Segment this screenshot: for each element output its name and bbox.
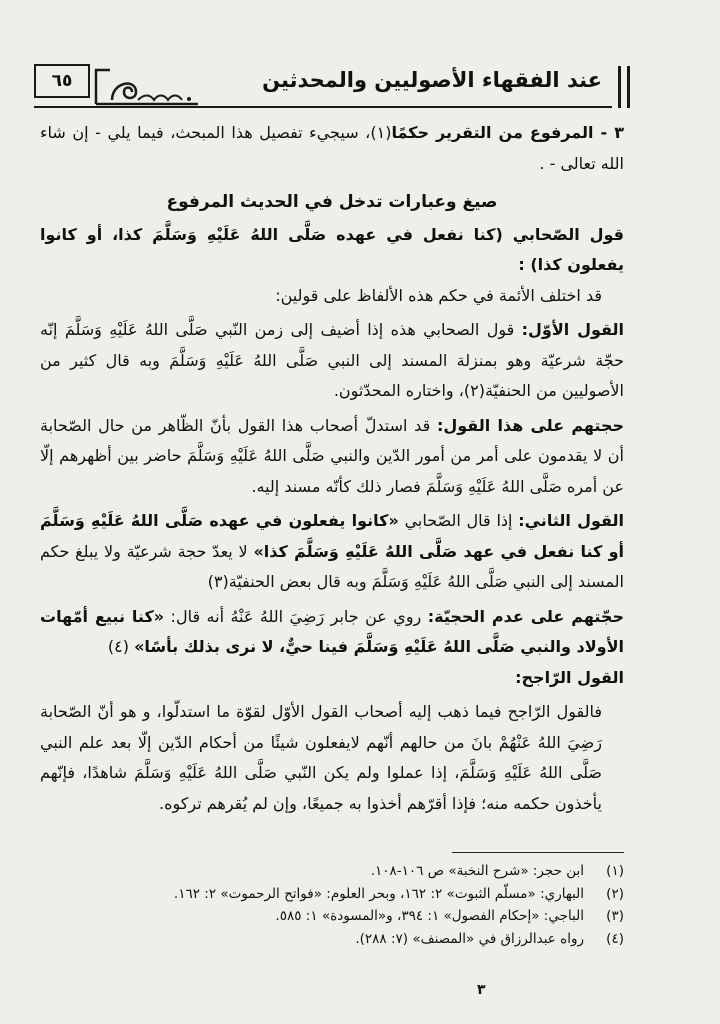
section-heading bbox=[40, 187, 624, 218]
footnote-ref-2: (٢) bbox=[463, 381, 485, 400]
paragraph-first-opinion bbox=[40, 315, 624, 407]
header-ornament-icon bbox=[92, 64, 202, 108]
footnote-text: ابن حجر: «شرح النخبة» ص ١٠٦-١٠٨. bbox=[370, 863, 584, 879]
page-number: ٦٥ bbox=[34, 64, 90, 98]
running-title: عند الفقهاء الأصوليين والمحدثين bbox=[262, 68, 602, 92]
footnote-item bbox=[40, 928, 624, 951]
footnote-number: (٣) bbox=[606, 908, 624, 924]
first-argument-text: قد استدلّ أصحاب هذا القول بأنّ الظّاهر من حال الصّحابة أن لا يقدمون على أمر من أمور الدّين والنبي صَلَّى اللهُ عَلَيْهِ وَسَلَّمَ حاضر بين أظهرهم إلّا عن أمره صَلَّى اللهُ عَلَيْهِ وَسَلَّمَ فصار ذلك كأنّه مسند إليه. bbox=[40, 415, 624, 496]
footnote-number: (١) bbox=[606, 863, 624, 879]
second-opinion-quote: «كانوا يفعلون في عهده صَلَّى اللهُ عَلَيْهِ وَسَلَّمَ أو كنا نفعل في عهد صَلَّى اللهُ عَلَيْهِ وَسَلَّمَ كذا» bbox=[40, 511, 625, 561]
first-argument-label: حجتهم على هذا القول: bbox=[436, 415, 625, 435]
footnote-item bbox=[40, 883, 624, 906]
second-opinion-text: لا يعدّ حجة شرعيّة ولا يبلغ حكم المسند إلى النبي صَلَّى اللهُ عَلَيْهِ وَسَلَّمَ وبه قال بعض الحنفيّة bbox=[40, 541, 624, 591]
header-bars bbox=[618, 66, 630, 108]
paragraph-first-argument bbox=[40, 411, 624, 503]
preferred-opinion-label: القول الرّاجح: bbox=[515, 667, 624, 687]
header-rule bbox=[34, 106, 612, 108]
first-opinion-label: القول الأوّل: bbox=[521, 320, 625, 339]
first-opinion-text: قول الصحابي هذه إذا أضيف إلى زمن النّبي صَلَّى اللهُ عَلَيْهِ وَسَلَّمَ إنّه حجّة شرعيّة وهو بمنزلة المسند إلى النبي صَلَّى اللهُ عَلَيْهِ وَسَلَّمَ وبه قال كثير من الأصوليين من الحنفيّة bbox=[40, 320, 624, 400]
paragraph-second-argument bbox=[40, 602, 624, 663]
footnote-text: البهاري: «مسلّم الثبوت» ٢: ١٦٢، وبحر العلوم: «فواتح الرحموت» ٢: ١٦٢. bbox=[173, 885, 584, 902]
page-header bbox=[34, 60, 630, 110]
second-opinion-intro: إذا قال الصّحابي bbox=[404, 511, 513, 530]
footnote-ref-1: (١) bbox=[370, 123, 392, 142]
footnote-separator bbox=[452, 852, 624, 853]
footnote-ref-4: (٤) bbox=[107, 637, 129, 656]
paragraph-2: قول الصّحابي (كنا نفعل في عهده صَلَّى اللهُ عَلَيْهِ وَسَلَّمَ كذا، أو كانوا يفعلون كذا) : bbox=[40, 224, 624, 274]
paragraph-second-opinion bbox=[40, 506, 624, 598]
paragraph-preferred-opinion: فالقول الرّاجح فيما ذهب إليه أصحاب القول الأوّل لقوّة ما استدلّوا، و هو أنّ الصّحابة رَضِيَ اللهُ عَنْهُمْ بانَ من حالهم أنّهم لايفعلون شيئًا من أحكام الدّين إلّا بعد علم النبي صَلَّى اللهُ عَلَيْهِ وَسَلَّمَ، إذا عملوا ولم يكن النّبي صَلَّى اللهُ عَلَيْهِ وَسَلَّمَ شاهدًا، فإنّهم يأخذون حكمه منه؛ فإذا أقرّهم أخذوا به جميعًا، وإن لم يُقرهم تركوه. bbox=[40, 702, 602, 813]
second-opinion-label: القول الثاني: bbox=[518, 511, 625, 530]
second-argument-intro: روي عن جابر رَضِيَ اللهُ عَنْهُ أنه قال: bbox=[170, 606, 422, 626]
second-argument-quote: «كنا نبيع أمّهات الأولاد والنبي صَلَّى اللهُ عَلَيْهِ وَسَلَّمَ فينا حيٌّ، لا نرى بذلك بأسًا» bbox=[40, 606, 624, 656]
footnote-item bbox=[40, 905, 624, 928]
footnote-number: (٤) bbox=[606, 930, 624, 947]
paragraph-1 bbox=[40, 118, 624, 179]
footnote-ref-3: (٣) bbox=[207, 572, 229, 591]
main-text bbox=[40, 118, 624, 819]
paragraph-3: قد اختلف الأئمة في حكم هذه الألفاظ على قولين: bbox=[275, 285, 602, 305]
footnote-item bbox=[40, 860, 624, 883]
p1-text: ، سيجيء تفصيل هذا المبحث، فيما يلي - إن شاء الله تعالى - . bbox=[40, 123, 624, 173]
p1-bold-text: ٣ - المرفوع من التقرير حكمًا bbox=[391, 123, 624, 142]
footnote-text: الباجي: «إحكام الفصول» ١: ٣٩٤، و«المسودة» ١: ٥٨٥. bbox=[275, 908, 584, 924]
first-opinion-end: ، واختاره المحدّثون. bbox=[333, 381, 464, 400]
signature-mark: ٣ bbox=[477, 982, 486, 998]
second-argument-label: حجّتهم على عدم الحجيّة: bbox=[427, 606, 624, 626]
section-heading-text: صيغ وعبارات تدخل في الحديث المرفوع bbox=[166, 192, 498, 212]
footnote-text: رواه عبدالرزاق في «المصنف» (٧: ٢٨٨). bbox=[355, 930, 584, 947]
footnote-number: (٢) bbox=[606, 885, 624, 902]
footnotes bbox=[40, 860, 624, 950]
